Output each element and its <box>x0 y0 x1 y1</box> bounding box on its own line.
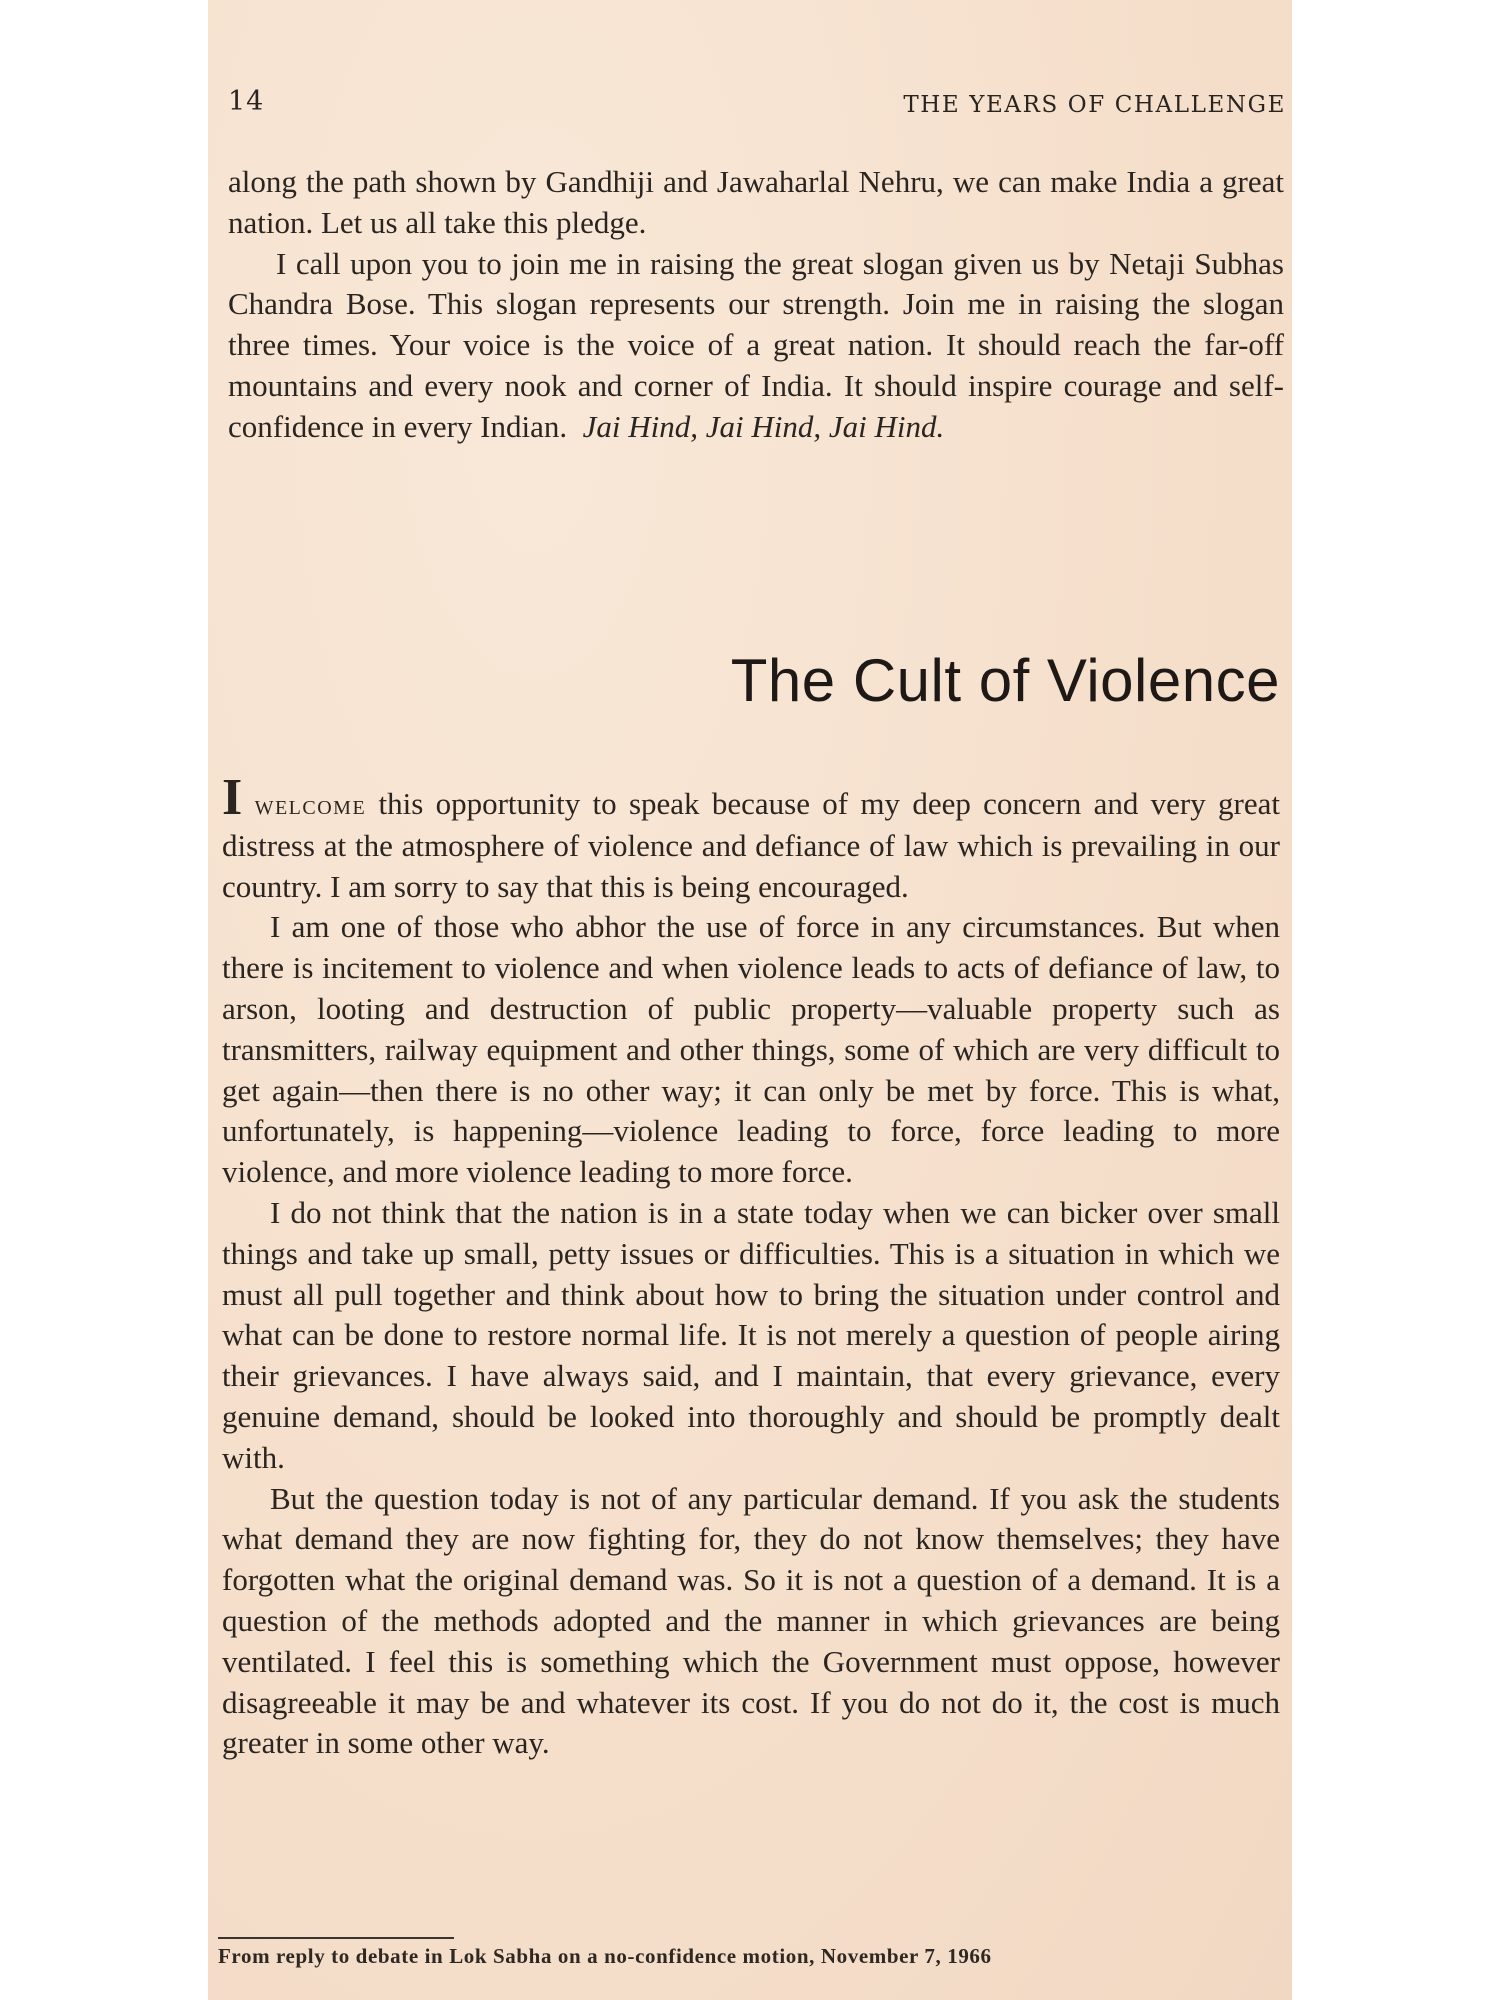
paragraph <box>228 244 1284 448</box>
source-note: From reply to debate in Lok Sabha on a no-confidence motion, November 7, 1966 <box>218 1944 992 1968</box>
chapter-body <box>222 769 1280 1764</box>
footnote-divider <box>218 1937 454 1939</box>
book-page <box>208 0 1292 2000</box>
paragraph: I am one of those who abhor the use of force in any circumstances. But when there is incitement to violence and when violence leads to acts of defiance of law, to arson, looting and destruction of public property—valuable property such as transmitters, railway equipment and other things, some of which are very difficult to get again—then there is no other way; it can only be met by force. This is what, unfortunately, is happening—violence leading to force, force leading to more violence, and more violence leading to more force. <box>222 909 1280 1190</box>
continuation-text <box>228 162 1284 448</box>
page-number: 14 <box>228 86 265 117</box>
chapter-title: The Cult of Violence <box>730 647 1280 714</box>
opening-paragraph <box>222 769 1280 907</box>
paragraph: But the question today is not of any particular demand. If you ask the students what demand they are now fighting for, they do not know themselves; they have forgotten what the original demand was. So it is not a question of a demand. It is a question of the methods adopted and the manner in which grievances are being ventilated. I feel this is something which the Government must oppose, however disagreeable it may be and whatever its cost. If you do not do it, the cost is much greater in some other way. <box>222 1480 1280 1761</box>
paragraph-text: along the path shown by Gandhiji and Jawaharlal Nehru, we can make India a great nation. Let us all take this pledge. <box>228 164 1284 240</box>
book-title: THE YEARS OF CHALLENGE <box>903 92 1286 118</box>
lead-words: welcome <box>254 789 367 821</box>
paragraph-text: this opportunity to speak because of my deep concern and very great distress at the atmosphere of violence and defiance of law which is prevailing in our country. I am sorry to say that this is being encouraged. <box>222 786 1280 904</box>
jai-hind-slogan: Jai Hind, Jai Hind, Jai Hind. <box>582 408 945 444</box>
paragraph: I do not think that the nation is in a state today when we can bicker over small things and take up small, petty issues or difficulties. This is a situation in which we must all pull together and think about how to bring the situation under control and what can be done to restore normal life. It is not merely a question of people airing their grievances. I have always said, and I maintain, that every grievance, every genuine demand, should be looked into thoroughly and should be promptly dealt with. <box>222 1194 1280 1475</box>
drop-cap: I <box>222 769 243 826</box>
paragraph-text: I call upon you to join me in raising the great slogan given us by Netaji Subhas Chandra Bose. This slogan represents our strength. Join me in raising the slogan three times. Your voice is the voice of a great nation. It should reach the far-off mountains and every nook and corner of India. It should inspire courage and self-confidence in every Indian. <box>228 245 1284 444</box>
paragraph <box>228 162 1284 244</box>
running-head <box>228 86 1286 126</box>
